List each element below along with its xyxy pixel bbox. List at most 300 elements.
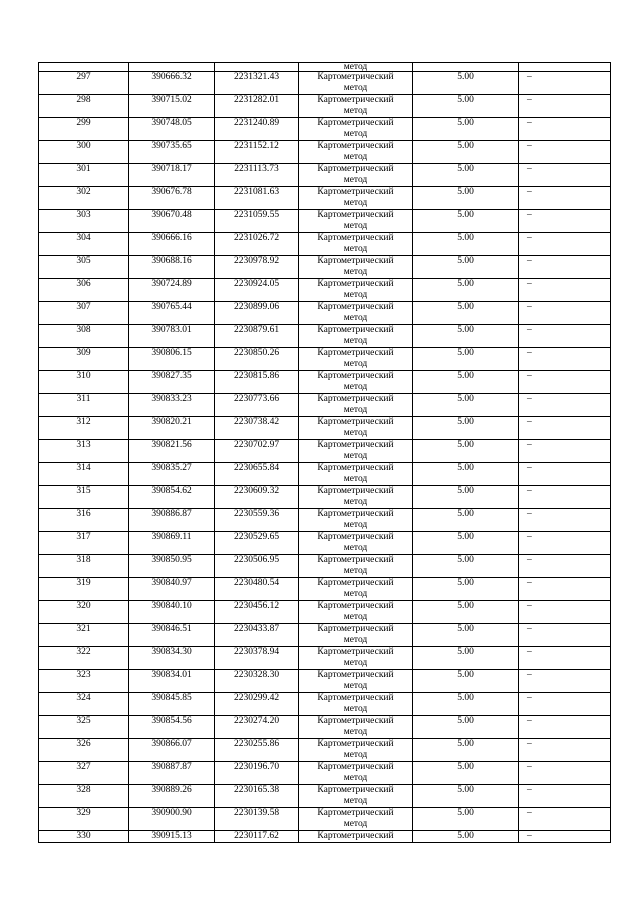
cell-accuracy: 5.00 bbox=[413, 647, 519, 670]
cell-point-number: 329 bbox=[39, 808, 129, 831]
cell-x-coordinate: 390854.62 bbox=[129, 486, 215, 509]
method-line-1: Картометрический bbox=[317, 555, 394, 565]
cell-deviation: – bbox=[519, 716, 611, 739]
cell-deviation: – bbox=[519, 417, 611, 440]
table-row bbox=[39, 486, 611, 509]
table-row bbox=[39, 141, 611, 164]
table-row bbox=[39, 325, 611, 348]
cell-method bbox=[299, 555, 413, 578]
cell-point-number bbox=[39, 63, 129, 72]
method-line-1: Картометрический bbox=[317, 785, 394, 795]
cell-deviation: – bbox=[519, 371, 611, 394]
method-line-2: метод bbox=[343, 589, 368, 599]
cell-accuracy: 5.00 bbox=[413, 302, 519, 325]
cell-y-coordinate bbox=[215, 63, 299, 72]
cell-deviation: – bbox=[519, 72, 611, 95]
cell-deviation: – bbox=[519, 348, 611, 371]
method-line-2: метод bbox=[343, 359, 368, 369]
cell-accuracy: 5.00 bbox=[413, 394, 519, 417]
cell-accuracy: 5.00 bbox=[413, 164, 519, 187]
method-line-1: Картометрический bbox=[317, 325, 394, 335]
cell-deviation: – bbox=[519, 440, 611, 463]
cell-x-coordinate: 390806.15 bbox=[129, 348, 215, 371]
cell-deviation: – bbox=[519, 233, 611, 256]
coordinates-table bbox=[38, 62, 611, 843]
cell-method bbox=[299, 72, 413, 95]
cell-method bbox=[299, 486, 413, 509]
cell-deviation bbox=[519, 63, 611, 72]
cell-accuracy: 5.00 bbox=[413, 187, 519, 210]
cell-deviation: – bbox=[519, 762, 611, 785]
cell-x-coordinate: 390869.11 bbox=[129, 532, 215, 555]
cell-point-number: 317 bbox=[39, 532, 129, 555]
cell-y-coordinate: 2230274.20 bbox=[215, 716, 299, 739]
cell-method bbox=[299, 762, 413, 785]
cell-x-coordinate bbox=[129, 63, 215, 72]
method-line-2: метод bbox=[343, 635, 368, 645]
table-row bbox=[39, 118, 611, 141]
cell-method bbox=[299, 187, 413, 210]
cell-accuracy: 5.00 bbox=[413, 141, 519, 164]
cell-y-coordinate: 2231282.01 bbox=[215, 95, 299, 118]
cell-x-coordinate: 390887.87 bbox=[129, 762, 215, 785]
cell-accuracy: 5.00 bbox=[413, 624, 519, 647]
cell-y-coordinate: 2230433.87 bbox=[215, 624, 299, 647]
cell-method bbox=[299, 808, 413, 831]
method-line-2: метод bbox=[343, 129, 368, 139]
cell-y-coordinate: 2230702.97 bbox=[215, 440, 299, 463]
cell-y-coordinate: 2230655.84 bbox=[215, 463, 299, 486]
method-line-2: метод bbox=[343, 750, 368, 760]
cell-x-coordinate: 390820.21 bbox=[129, 417, 215, 440]
cell-accuracy: 5.00 bbox=[413, 555, 519, 578]
method-line-1: Картометрический bbox=[317, 72, 394, 82]
cell-deviation: – bbox=[519, 256, 611, 279]
cell-deviation: – bbox=[519, 164, 611, 187]
cell-deviation: – bbox=[519, 210, 611, 233]
continuation-row bbox=[39, 63, 611, 72]
table-row bbox=[39, 164, 611, 187]
cell-y-coordinate: 2230165.38 bbox=[215, 785, 299, 808]
table-row bbox=[39, 417, 611, 440]
method-line-1: Картометрический bbox=[317, 141, 394, 151]
cell-x-coordinate: 390840.10 bbox=[129, 601, 215, 624]
method-line-2: метод bbox=[343, 83, 368, 93]
table-row bbox=[39, 210, 611, 233]
table-row bbox=[39, 233, 611, 256]
cell-deviation: – bbox=[519, 325, 611, 348]
cell-deviation: – bbox=[519, 693, 611, 716]
method-line-2: метод bbox=[343, 773, 368, 783]
cell-point-number: 306 bbox=[39, 279, 129, 302]
table-row bbox=[39, 72, 611, 95]
cell-method bbox=[299, 302, 413, 325]
cell-x-coordinate: 390670.48 bbox=[129, 210, 215, 233]
method-line-1: Картометрический bbox=[317, 371, 394, 381]
cell-point-number: 309 bbox=[39, 348, 129, 371]
cell-y-coordinate: 2230609.32 bbox=[215, 486, 299, 509]
cell-point-number: 300 bbox=[39, 141, 129, 164]
cell-x-coordinate: 390834.30 bbox=[129, 647, 215, 670]
cell-x-coordinate: 390850.95 bbox=[129, 555, 215, 578]
method-line-1: Картометрический bbox=[317, 486, 394, 496]
cell-accuracy: 5.00 bbox=[413, 72, 519, 95]
cell-method bbox=[299, 325, 413, 348]
cell-x-coordinate: 390783.01 bbox=[129, 325, 215, 348]
method-line-2: метод bbox=[343, 428, 368, 438]
cell-y-coordinate: 2230378.94 bbox=[215, 647, 299, 670]
method-line-2: метод bbox=[343, 681, 368, 691]
method-line-1: Картометрический bbox=[317, 256, 394, 266]
cell-accuracy bbox=[413, 63, 519, 72]
cell-x-coordinate: 390666.32 bbox=[129, 72, 215, 95]
method-line-2: метод bbox=[343, 106, 368, 116]
method-line-1: Картометрический bbox=[317, 164, 394, 174]
cell-method bbox=[299, 716, 413, 739]
cell-point-number: 315 bbox=[39, 486, 129, 509]
cell-accuracy: 5.00 bbox=[413, 716, 519, 739]
method-line-2: метод bbox=[343, 267, 368, 277]
method-line-2: метод bbox=[343, 474, 368, 484]
cell-deviation: – bbox=[519, 141, 611, 164]
cell-deviation: – bbox=[519, 555, 611, 578]
cell-x-coordinate: 390765.44 bbox=[129, 302, 215, 325]
cell-accuracy: 5.00 bbox=[413, 808, 519, 831]
table-row bbox=[39, 670, 611, 693]
table-row bbox=[39, 302, 611, 325]
cell-y-coordinate: 2230879.61 bbox=[215, 325, 299, 348]
cell-point-number: 314 bbox=[39, 463, 129, 486]
cell-accuracy: 5.00 bbox=[413, 210, 519, 233]
cell-y-coordinate: 2230815.86 bbox=[215, 371, 299, 394]
cell-method bbox=[299, 118, 413, 141]
method-line-2: метод bbox=[343, 152, 368, 162]
cell-y-coordinate: 2230299.42 bbox=[215, 693, 299, 716]
cell-method bbox=[299, 578, 413, 601]
method-line-1: Картометрический bbox=[317, 233, 394, 243]
method-line-1: Картометрический bbox=[317, 647, 394, 657]
method-line-1: Картометрический bbox=[317, 463, 394, 473]
cell-deviation: – bbox=[519, 831, 611, 843]
table-row bbox=[39, 647, 611, 670]
cell-y-coordinate: 2230529.65 bbox=[215, 532, 299, 555]
cell-method bbox=[299, 440, 413, 463]
cell-accuracy: 5.00 bbox=[413, 371, 519, 394]
cell-x-coordinate: 390846.51 bbox=[129, 624, 215, 647]
cell-deviation: – bbox=[519, 279, 611, 302]
table-row bbox=[39, 785, 611, 808]
table-row bbox=[39, 601, 611, 624]
method-line-1: Картометрический bbox=[317, 509, 394, 519]
method-line-1: Картометрический bbox=[317, 578, 394, 588]
cell-method bbox=[299, 279, 413, 302]
method-line-2: метод bbox=[343, 221, 368, 231]
cell-accuracy: 5.00 bbox=[413, 532, 519, 555]
cell-y-coordinate: 2230978.92 bbox=[215, 256, 299, 279]
cell-deviation: – bbox=[519, 394, 611, 417]
cell-accuracy: 5.00 bbox=[413, 118, 519, 141]
cell-deviation: – bbox=[519, 808, 611, 831]
cell-method bbox=[299, 831, 413, 843]
cell-deviation: – bbox=[519, 670, 611, 693]
cell-accuracy: 5.00 bbox=[413, 670, 519, 693]
cell-point-number: 324 bbox=[39, 693, 129, 716]
method-line-2: метод bbox=[343, 290, 368, 300]
method-line-1: Картометрический bbox=[317, 670, 394, 680]
cell-y-coordinate: 2230924.05 bbox=[215, 279, 299, 302]
cell-accuracy: 5.00 bbox=[413, 486, 519, 509]
cell-x-coordinate: 390821.56 bbox=[129, 440, 215, 463]
cell-y-coordinate: 2231240.89 bbox=[215, 118, 299, 141]
method-line-1: Картометрический bbox=[317, 808, 394, 818]
method-line-2: метод bbox=[343, 612, 368, 622]
cell-method bbox=[299, 670, 413, 693]
cell-method bbox=[299, 739, 413, 762]
table-row bbox=[39, 739, 611, 762]
method-line-2: метод bbox=[343, 704, 368, 714]
table-row bbox=[39, 440, 611, 463]
cell-point-number: 327 bbox=[39, 762, 129, 785]
method-line-2: метод bbox=[343, 405, 368, 415]
method-line-1: Картометрический bbox=[317, 601, 394, 611]
cell-y-coordinate: 2231152.12 bbox=[215, 141, 299, 164]
cell-deviation: – bbox=[519, 118, 611, 141]
method-line-2: метод bbox=[343, 313, 368, 323]
cell-x-coordinate: 390724.89 bbox=[129, 279, 215, 302]
cell-x-coordinate: 390827.35 bbox=[129, 371, 215, 394]
method-line-1: Картометрический bbox=[317, 624, 394, 634]
cell-deviation: – bbox=[519, 95, 611, 118]
method-line-1: Картометрический bbox=[317, 831, 394, 841]
table-row bbox=[39, 187, 611, 210]
cell-method bbox=[299, 624, 413, 647]
cell-method bbox=[299, 693, 413, 716]
cell-point-number: 330 bbox=[39, 831, 129, 843]
cell-y-coordinate: 2230850.26 bbox=[215, 348, 299, 371]
cell-x-coordinate: 390666.16 bbox=[129, 233, 215, 256]
cell-x-coordinate: 390866.07 bbox=[129, 739, 215, 762]
cell-x-coordinate: 390833.23 bbox=[129, 394, 215, 417]
cell-point-number: 323 bbox=[39, 670, 129, 693]
cell-point-number: 320 bbox=[39, 601, 129, 624]
cell-accuracy: 5.00 bbox=[413, 348, 519, 371]
cell-point-number: 307 bbox=[39, 302, 129, 325]
method-line-2: метод bbox=[343, 658, 368, 668]
table-row bbox=[39, 95, 611, 118]
table-row bbox=[39, 394, 611, 417]
method-line-2: метод bbox=[343, 727, 368, 737]
cell-method bbox=[299, 95, 413, 118]
method-line-2: метод bbox=[343, 336, 368, 346]
cell-point-number: 311 bbox=[39, 394, 129, 417]
cell-point-number: 305 bbox=[39, 256, 129, 279]
cell-deviation: – bbox=[519, 785, 611, 808]
cell-method bbox=[299, 601, 413, 624]
cell-y-coordinate: 2231113.73 bbox=[215, 164, 299, 187]
cell-method bbox=[299, 394, 413, 417]
cell-accuracy: 5.00 bbox=[413, 785, 519, 808]
cell-x-coordinate: 390676.78 bbox=[129, 187, 215, 210]
cell-x-coordinate: 390840.97 bbox=[129, 578, 215, 601]
cell-accuracy: 5.00 bbox=[413, 762, 519, 785]
cell-method bbox=[299, 63, 413, 72]
cell-method bbox=[299, 371, 413, 394]
cell-y-coordinate: 2230255.86 bbox=[215, 739, 299, 762]
cell-accuracy: 5.00 bbox=[413, 578, 519, 601]
method-line-2: метод bbox=[343, 796, 368, 806]
cell-point-number: 303 bbox=[39, 210, 129, 233]
table-row bbox=[39, 762, 611, 785]
cell-accuracy: 5.00 bbox=[413, 601, 519, 624]
cell-point-number: 308 bbox=[39, 325, 129, 348]
cell-y-coordinate: 2231026.72 bbox=[215, 233, 299, 256]
cell-deviation: – bbox=[519, 187, 611, 210]
cell-method bbox=[299, 233, 413, 256]
method-line-2: метод bbox=[343, 566, 368, 576]
cell-x-coordinate: 390886.87 bbox=[129, 509, 215, 532]
cell-y-coordinate: 2230899.06 bbox=[215, 302, 299, 325]
method-line-2: метод bbox=[343, 819, 368, 829]
cell-point-number: 316 bbox=[39, 509, 129, 532]
cell-x-coordinate: 390688.16 bbox=[129, 256, 215, 279]
cell-point-number: 304 bbox=[39, 233, 129, 256]
method-line-2: метод bbox=[343, 520, 368, 530]
cell-x-coordinate: 390889.26 bbox=[129, 785, 215, 808]
table-row bbox=[39, 624, 611, 647]
cell-y-coordinate: 2230773.66 bbox=[215, 394, 299, 417]
cell-y-coordinate: 2230480.54 bbox=[215, 578, 299, 601]
cell-point-number: 302 bbox=[39, 187, 129, 210]
cell-accuracy: 5.00 bbox=[413, 256, 519, 279]
cell-accuracy: 5.00 bbox=[413, 739, 519, 762]
cell-method bbox=[299, 417, 413, 440]
cell-point-number: 319 bbox=[39, 578, 129, 601]
cell-x-coordinate: 390900.90 bbox=[129, 808, 215, 831]
cell-point-number: 328 bbox=[39, 785, 129, 808]
table-row bbox=[39, 808, 611, 831]
cell-deviation: – bbox=[519, 509, 611, 532]
cell-point-number: 322 bbox=[39, 647, 129, 670]
method-line-1: Картометрический bbox=[317, 532, 394, 542]
method-line-1: Картометрический bbox=[317, 348, 394, 358]
cell-accuracy: 5.00 bbox=[413, 463, 519, 486]
cell-deviation: – bbox=[519, 486, 611, 509]
cell-point-number: 298 bbox=[39, 95, 129, 118]
table-body bbox=[39, 63, 611, 843]
cell-method bbox=[299, 141, 413, 164]
method-line-1: Картометрический bbox=[317, 440, 394, 450]
cell-method bbox=[299, 463, 413, 486]
cell-point-number: 313 bbox=[39, 440, 129, 463]
cell-point-number: 301 bbox=[39, 164, 129, 187]
cell-y-coordinate: 2230139.58 bbox=[215, 808, 299, 831]
method-line-2: метод bbox=[343, 543, 368, 553]
cell-accuracy: 5.00 bbox=[413, 325, 519, 348]
table-row bbox=[39, 555, 611, 578]
cell-point-number: 297 bbox=[39, 72, 129, 95]
cell-point-number: 318 bbox=[39, 555, 129, 578]
cell-deviation: – bbox=[519, 532, 611, 555]
cell-deviation: – bbox=[519, 302, 611, 325]
cell-deviation: – bbox=[519, 463, 611, 486]
cell-x-coordinate: 390718.17 bbox=[129, 164, 215, 187]
cell-y-coordinate: 2230506.95 bbox=[215, 555, 299, 578]
table-row bbox=[39, 463, 611, 486]
cell-deviation: – bbox=[519, 601, 611, 624]
method-line-2: метод bbox=[343, 451, 368, 461]
cell-y-coordinate: 2231321.43 bbox=[215, 72, 299, 95]
table-row bbox=[39, 279, 611, 302]
cell-y-coordinate: 2231081.63 bbox=[215, 187, 299, 210]
cell-y-coordinate: 2231059.55 bbox=[215, 210, 299, 233]
cell-accuracy: 5.00 bbox=[413, 509, 519, 532]
method-line-1: Картометрический bbox=[317, 279, 394, 289]
table-row bbox=[39, 348, 611, 371]
cell-x-coordinate: 390845.85 bbox=[129, 693, 215, 716]
cell-point-number: 326 bbox=[39, 739, 129, 762]
method-line-1: Картометрический bbox=[317, 716, 394, 726]
cell-deviation: – bbox=[519, 647, 611, 670]
cell-accuracy: 5.00 bbox=[413, 95, 519, 118]
cell-method bbox=[299, 164, 413, 187]
cell-deviation: – bbox=[519, 578, 611, 601]
cell-accuracy: 5.00 bbox=[413, 440, 519, 463]
cell-y-coordinate: 2230117.62 bbox=[215, 831, 299, 843]
method-line-2: метод bbox=[343, 175, 368, 185]
cell-method bbox=[299, 210, 413, 233]
cell-accuracy: 5.00 bbox=[413, 417, 519, 440]
method-line-1: Картометрический bbox=[317, 693, 394, 703]
cell-y-coordinate: 2230456.12 bbox=[215, 601, 299, 624]
cell-y-coordinate: 2230196.70 bbox=[215, 762, 299, 785]
cell-x-coordinate: 390748.05 bbox=[129, 118, 215, 141]
method-line-2: метод bbox=[343, 62, 368, 72]
cell-y-coordinate: 2230559.36 bbox=[215, 509, 299, 532]
cell-deviation: – bbox=[519, 624, 611, 647]
cell-accuracy: 5.00 bbox=[413, 233, 519, 256]
cell-method bbox=[299, 348, 413, 371]
cell-point-number: 310 bbox=[39, 371, 129, 394]
method-line-1: Картометрический bbox=[317, 302, 394, 312]
method-line-2: метод bbox=[343, 244, 368, 254]
table-row bbox=[39, 578, 611, 601]
cell-method bbox=[299, 532, 413, 555]
table-row bbox=[39, 509, 611, 532]
cell-y-coordinate: 2230738.42 bbox=[215, 417, 299, 440]
method-line-2: метод bbox=[343, 382, 368, 392]
method-line-1: Картометрический bbox=[317, 118, 394, 128]
table-row bbox=[39, 532, 611, 555]
cell-point-number: 312 bbox=[39, 417, 129, 440]
cell-method bbox=[299, 785, 413, 808]
table-row bbox=[39, 371, 611, 394]
cell-x-coordinate: 390715.02 bbox=[129, 95, 215, 118]
cell-point-number: 325 bbox=[39, 716, 129, 739]
method-line-1: Картометрический bbox=[317, 394, 394, 404]
table-row bbox=[39, 693, 611, 716]
table-row bbox=[39, 831, 611, 843]
cell-point-number: 299 bbox=[39, 118, 129, 141]
table-row bbox=[39, 716, 611, 739]
cell-method bbox=[299, 509, 413, 532]
cell-x-coordinate: 390735.65 bbox=[129, 141, 215, 164]
cell-point-number: 321 bbox=[39, 624, 129, 647]
cell-x-coordinate: 390834.01 bbox=[129, 670, 215, 693]
cell-x-coordinate: 390835.27 bbox=[129, 463, 215, 486]
cell-accuracy: 5.00 bbox=[413, 279, 519, 302]
method-line-2: метод bbox=[343, 198, 368, 208]
cell-y-coordinate: 2230328.30 bbox=[215, 670, 299, 693]
